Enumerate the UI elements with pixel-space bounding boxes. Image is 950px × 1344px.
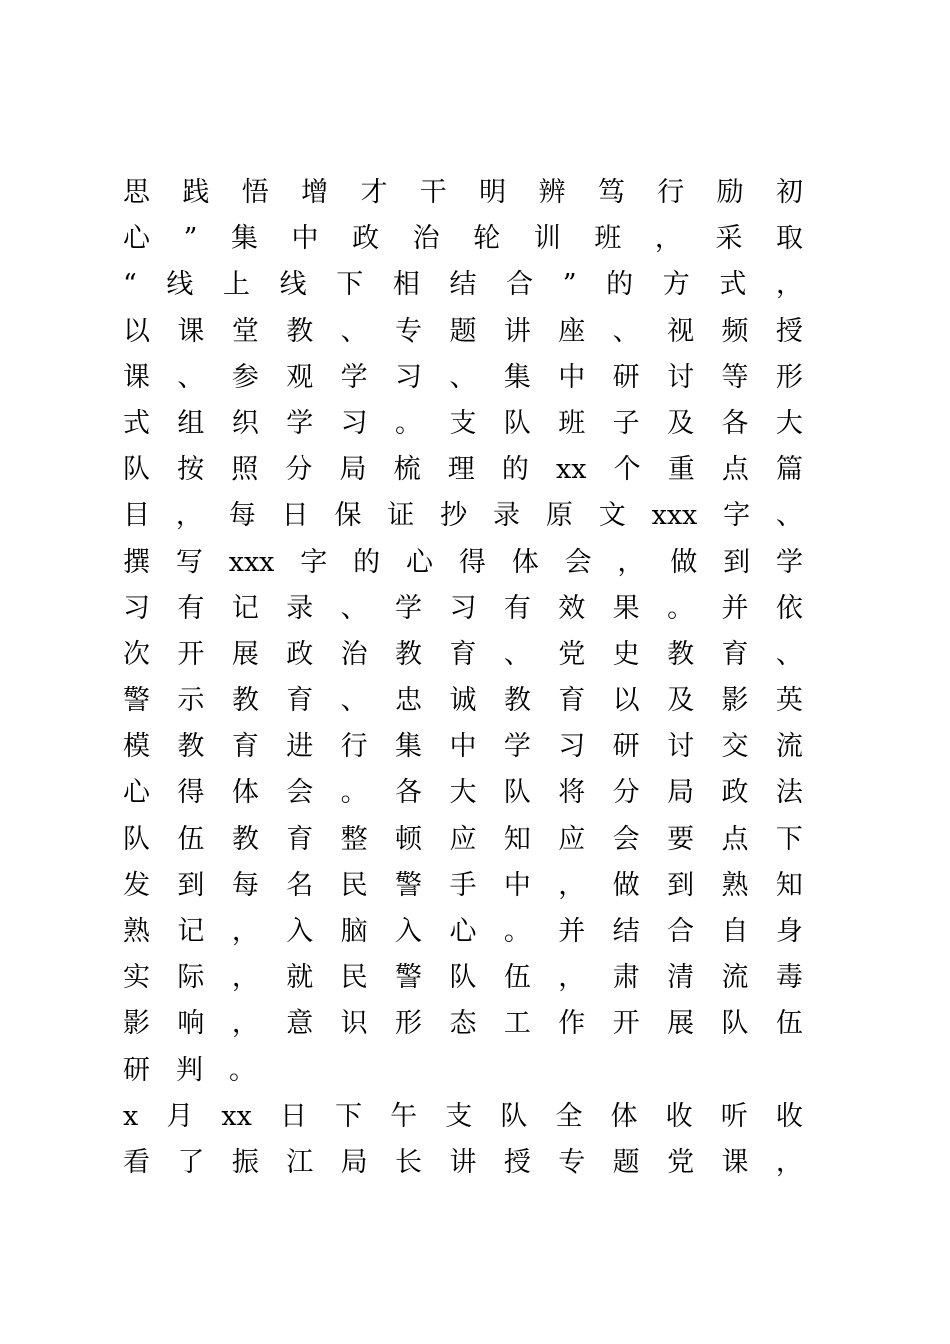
text-glyph: 会 xyxy=(612,823,640,855)
text-glyph: 讨 xyxy=(667,361,695,393)
text-glyph: 字 xyxy=(723,500,751,532)
text-glyph: 入 xyxy=(286,916,314,947)
text-glyph: 频 xyxy=(721,315,749,347)
text-line xyxy=(123,909,803,955)
text-glyph: 开 xyxy=(177,638,205,670)
text-glyph: 并 xyxy=(721,592,749,624)
text-glyph: 伍 xyxy=(177,823,205,855)
text-glyph: 月 xyxy=(166,1100,194,1132)
text-glyph: 集 xyxy=(230,223,258,255)
text-glyph: 证 xyxy=(387,500,415,532)
text-glyph: 、 xyxy=(340,685,368,717)
text-glyph: 应 xyxy=(558,823,586,855)
text-line xyxy=(123,632,803,678)
text-glyph: 目 xyxy=(123,500,150,532)
text-glyph: 上 xyxy=(223,269,251,301)
text-glyph: 入 xyxy=(395,916,423,947)
text-glyph: 警 xyxy=(123,685,150,717)
text-glyph: 收 xyxy=(665,1100,693,1132)
text-line xyxy=(123,216,803,262)
text-glyph: 忠 xyxy=(395,685,423,717)
text-glyph: 流 xyxy=(775,731,803,763)
text-glyph: 堂 xyxy=(231,315,259,347)
text-glyph: 才 xyxy=(360,177,388,208)
text-glyph: 局 xyxy=(339,454,367,486)
text-line xyxy=(123,170,803,216)
text-glyph: 记 xyxy=(177,916,205,947)
text-glyph: 熟 xyxy=(721,869,749,901)
text-glyph: 组 xyxy=(177,407,205,439)
text-glyph: xxx xyxy=(228,546,275,578)
text-glyph: 明 xyxy=(479,177,507,208)
text-glyph: 理 xyxy=(447,454,475,486)
text-glyph: 体 xyxy=(511,546,539,578)
text-glyph: 名 xyxy=(286,869,314,901)
text-glyph: 相 xyxy=(392,269,420,301)
text-glyph: 研 xyxy=(612,731,640,763)
text-glyph: 、 xyxy=(612,315,640,347)
text-line xyxy=(123,355,803,401)
text-glyph: 会 xyxy=(564,546,592,578)
text-glyph: 政 xyxy=(721,777,749,809)
text-glyph: 要 xyxy=(667,823,695,855)
text-glyph: 、 xyxy=(503,638,531,670)
text-glyph: 中 xyxy=(449,731,477,763)
text-glyph: 讲 xyxy=(449,1146,477,1178)
text-glyph: 个 xyxy=(613,454,641,486)
text-glyph: 课 xyxy=(721,1146,749,1178)
text-glyph: 习 xyxy=(558,731,586,763)
text-glyph: 学 xyxy=(286,407,314,439)
text-glyph: 肃 xyxy=(612,962,640,994)
text-glyph: 心 xyxy=(123,223,150,255)
text-line xyxy=(123,863,803,909)
text-glyph: 知 xyxy=(503,823,531,855)
text-glyph: 照 xyxy=(231,454,259,486)
text-glyph: 学 xyxy=(776,546,803,578)
text-glyph: 局 xyxy=(667,777,695,809)
text-line xyxy=(123,955,803,1001)
text-glyph: 及 xyxy=(667,407,695,439)
text-glyph: ” xyxy=(183,223,198,255)
text-glyph: 教 xyxy=(231,823,259,855)
text-glyph: 队 xyxy=(123,454,150,486)
text-glyph: 得 xyxy=(177,777,205,809)
text-glyph: 心 xyxy=(449,916,477,947)
text-line xyxy=(123,1001,803,1047)
text-glyph: 字 xyxy=(300,546,328,578)
text-glyph: 践 xyxy=(182,177,210,208)
text-glyph: 班 xyxy=(594,223,622,255)
text-glyph: 教 xyxy=(503,685,531,717)
text-glyph: 以 xyxy=(612,685,640,717)
text-glyph: 取 xyxy=(776,223,803,255)
text-glyph: 清 xyxy=(667,962,695,994)
text-glyph: ， xyxy=(231,1008,259,1040)
text-glyph: 脑 xyxy=(340,916,368,947)
text-line xyxy=(123,1140,803,1186)
text-glyph: 识 xyxy=(340,1008,368,1040)
text-glyph: 写 xyxy=(175,546,203,578)
text-glyph: 育 xyxy=(721,638,749,670)
text-glyph: 抄 xyxy=(440,500,468,532)
text-glyph: 记 xyxy=(231,592,259,624)
text-glyph: ， xyxy=(231,916,259,947)
text-glyph: 撰 xyxy=(123,546,150,578)
text-glyph: 有 xyxy=(503,592,531,624)
text-glyph: 法 xyxy=(775,777,803,809)
text-glyph: 座 xyxy=(558,315,586,347)
text-glyph: 训 xyxy=(533,223,561,255)
text-glyph: 线 xyxy=(166,269,194,301)
text-glyph: 中 xyxy=(291,223,319,255)
text-glyph: 日 xyxy=(279,1100,307,1132)
text-glyph: 民 xyxy=(340,962,368,994)
text-glyph: 的 xyxy=(501,454,529,486)
text-glyph: 党 xyxy=(558,638,586,670)
text-glyph: 悟 xyxy=(241,177,269,208)
text-glyph: 振 xyxy=(231,1146,259,1178)
text-glyph: xx xyxy=(221,1100,252,1132)
text-glyph: 毒 xyxy=(775,962,803,994)
text-glyph: 的 xyxy=(606,269,634,301)
text-glyph: 织 xyxy=(231,407,259,439)
text-line xyxy=(123,1048,803,1094)
text-glyph: 下 xyxy=(335,1100,363,1132)
text-glyph: 意 xyxy=(286,1008,314,1040)
text-glyph: 支 xyxy=(445,1100,473,1132)
text-glyph: 课 xyxy=(123,361,150,393)
text-glyph: 到 xyxy=(723,546,751,578)
text-glyph: 及 xyxy=(667,685,695,717)
text-glyph: ， xyxy=(558,962,586,994)
text-glyph: 行 xyxy=(657,177,685,208)
text-glyph: 警 xyxy=(395,962,423,994)
text-glyph: 教 xyxy=(231,685,259,717)
text-glyph: 讨 xyxy=(667,731,695,763)
text-glyph: 干 xyxy=(419,177,447,208)
text-glyph: 模 xyxy=(123,731,150,763)
text-glyph: 。 xyxy=(503,916,531,947)
text-glyph: 以 xyxy=(123,315,150,347)
body-text xyxy=(123,170,803,1186)
text-glyph: 熟 xyxy=(123,916,150,947)
text-glyph: 学 xyxy=(503,731,531,763)
text-glyph: 育 xyxy=(286,823,314,855)
text-glyph: 思 xyxy=(123,177,150,208)
text-glyph: 了 xyxy=(177,1146,205,1178)
text-glyph: 下 xyxy=(336,269,364,301)
text-glyph: 每 xyxy=(231,869,259,901)
text-line xyxy=(123,493,803,539)
text-glyph: 果 xyxy=(612,592,640,624)
text-glyph: 工 xyxy=(503,1008,531,1040)
text-line xyxy=(123,401,803,447)
text-glyph: 手 xyxy=(449,869,477,901)
text-glyph: 合 xyxy=(667,916,695,947)
text-line xyxy=(123,770,803,816)
text-glyph: 有 xyxy=(177,592,205,624)
text-glyph: 每 xyxy=(228,500,256,532)
text-glyph: ， xyxy=(775,1146,803,1178)
text-glyph: 行 xyxy=(340,731,368,763)
text-glyph: 梳 xyxy=(393,454,421,486)
text-glyph: 题 xyxy=(449,315,477,347)
text-line xyxy=(123,724,803,770)
text-glyph: 次 xyxy=(123,638,150,670)
text-glyph: 、 xyxy=(449,361,477,393)
text-glyph: 史 xyxy=(612,638,640,670)
text-glyph: 题 xyxy=(612,1146,640,1178)
text-glyph: x xyxy=(123,1100,139,1132)
text-glyph: 专 xyxy=(395,315,423,347)
text-glyph: 并 xyxy=(558,916,586,947)
text-glyph: 等 xyxy=(721,361,749,393)
text-glyph: 。 xyxy=(395,407,423,439)
text-glyph: 学 xyxy=(395,592,423,624)
text-glyph: 点 xyxy=(721,454,749,486)
text-glyph: 自 xyxy=(721,916,749,947)
text-glyph: 习 xyxy=(449,592,477,624)
text-glyph: 研 xyxy=(123,1054,150,1086)
text-glyph: 知 xyxy=(775,869,803,901)
text-glyph: 各 xyxy=(395,777,423,809)
text-glyph: 局 xyxy=(340,1146,368,1178)
text-glyph: 形 xyxy=(395,1008,423,1040)
text-glyph: 应 xyxy=(449,823,477,855)
text-glyph: 专 xyxy=(558,1146,586,1178)
text-glyph: 教 xyxy=(286,315,314,347)
text-glyph: 进 xyxy=(286,731,314,763)
text-glyph: 励 xyxy=(716,177,744,208)
text-glyph: 体 xyxy=(231,777,259,809)
text-glyph: 心 xyxy=(123,777,150,809)
text-glyph: 形 xyxy=(775,361,803,393)
text-glyph: 诚 xyxy=(449,685,477,717)
text-glyph: 流 xyxy=(721,962,749,994)
text-glyph: 响 xyxy=(177,1008,205,1040)
text-glyph: 顿 xyxy=(395,823,423,855)
text-glyph: 原 xyxy=(545,500,573,532)
text-glyph: 心 xyxy=(405,546,433,578)
text-glyph: 依 xyxy=(775,592,803,624)
text-glyph: 队 xyxy=(503,777,531,809)
text-glyph: ， xyxy=(654,223,682,255)
text-glyph: 队 xyxy=(449,962,477,994)
text-glyph: 警 xyxy=(395,869,423,901)
text-glyph: 午 xyxy=(390,1100,418,1132)
text-glyph: 各 xyxy=(721,407,749,439)
text-glyph: 保 xyxy=(334,500,362,532)
text-glyph: xxx xyxy=(651,500,698,532)
text-glyph: 子 xyxy=(612,407,640,439)
text-line xyxy=(123,1094,803,1140)
text-glyph: 研 xyxy=(612,361,640,393)
text-glyph: 江 xyxy=(286,1146,314,1178)
text-glyph: 影 xyxy=(123,1008,150,1040)
text-glyph: 英 xyxy=(775,685,803,717)
text-glyph: 体 xyxy=(610,1100,638,1132)
text-glyph: 学 xyxy=(340,361,368,393)
text-glyph: 实 xyxy=(123,962,150,994)
text-glyph: 收 xyxy=(775,1100,803,1132)
text-glyph: 方 xyxy=(662,269,690,301)
text-glyph: 分 xyxy=(285,454,313,486)
text-glyph: 的 xyxy=(353,546,381,578)
text-glyph: 、 xyxy=(776,500,803,532)
text-glyph: 育 xyxy=(449,638,477,670)
text-glyph: 结 xyxy=(612,916,640,947)
text-glyph: 民 xyxy=(340,869,368,901)
text-glyph: 交 xyxy=(721,731,749,763)
text-glyph: ， xyxy=(175,500,203,532)
text-glyph: 篇 xyxy=(775,454,803,486)
text-glyph: 中 xyxy=(503,869,531,901)
text-line xyxy=(123,586,803,632)
text-line xyxy=(123,262,803,308)
text-glyph: 伍 xyxy=(775,1008,803,1040)
text-glyph: 日 xyxy=(281,500,309,532)
text-glyph: 就 xyxy=(286,962,314,994)
text-line xyxy=(123,447,803,493)
text-glyph: 支 xyxy=(449,407,477,439)
text-glyph: 育 xyxy=(286,685,314,717)
text-glyph: 作 xyxy=(558,1008,586,1040)
text-glyph: 笃 xyxy=(597,177,625,208)
text-glyph: 习 xyxy=(123,592,150,624)
text-glyph: 式 xyxy=(123,407,150,439)
text-glyph: 重 xyxy=(667,454,695,486)
text-glyph: 效 xyxy=(558,592,586,624)
text-glyph: 队 xyxy=(721,1008,749,1040)
text-glyph: 做 xyxy=(612,869,640,901)
text-glyph: 辨 xyxy=(538,177,566,208)
text-glyph: 将 xyxy=(558,777,586,809)
text-glyph: 、 xyxy=(177,361,205,393)
text-glyph: 讲 xyxy=(503,315,531,347)
text-glyph: ， xyxy=(231,962,259,994)
text-glyph: 观 xyxy=(286,361,314,393)
text-glyph: 。 xyxy=(340,777,368,809)
text-glyph: 初 xyxy=(775,177,803,208)
text-glyph: 轮 xyxy=(473,223,501,255)
text-glyph: 、 xyxy=(340,592,368,624)
text-glyph: 会 xyxy=(286,777,314,809)
text-glyph: 党 xyxy=(667,1146,695,1178)
text-glyph: ” xyxy=(562,269,577,301)
text-glyph: 大 xyxy=(449,777,477,809)
text-glyph: 采 xyxy=(715,223,743,255)
text-glyph: 看 xyxy=(123,1146,150,1178)
text-glyph: 队 xyxy=(500,1100,528,1132)
text-glyph: 做 xyxy=(670,546,698,578)
text-glyph: 态 xyxy=(449,1008,477,1040)
text-glyph: 听 xyxy=(720,1100,748,1132)
text-glyph: 习 xyxy=(340,407,368,439)
text-glyph: “ xyxy=(123,269,137,301)
text-glyph: 课 xyxy=(177,315,205,347)
text-glyph: 班 xyxy=(558,407,586,439)
text-glyph: 合 xyxy=(506,269,534,301)
text-glyph: 政 xyxy=(352,223,380,255)
text-glyph: 文 xyxy=(598,500,626,532)
text-glyph: 下 xyxy=(775,823,803,855)
text-glyph: 集 xyxy=(395,731,423,763)
text-glyph: 教 xyxy=(177,731,205,763)
text-glyph: 整 xyxy=(340,823,368,855)
text-glyph: 、 xyxy=(340,315,368,347)
text-glyph: xx xyxy=(556,454,587,486)
text-glyph: 结 xyxy=(449,269,477,301)
text-glyph: 育 xyxy=(558,685,586,717)
text-line xyxy=(123,309,803,355)
text-glyph: 际 xyxy=(177,962,205,994)
text-glyph: ， xyxy=(558,869,586,901)
text-glyph: 。 xyxy=(667,592,695,624)
text-glyph: 录 xyxy=(493,500,521,532)
text-glyph: 教 xyxy=(667,638,695,670)
text-glyph: 录 xyxy=(286,592,314,624)
text-glyph: 全 xyxy=(555,1100,583,1132)
text-line xyxy=(123,678,803,724)
text-glyph: 判 xyxy=(176,1054,203,1086)
text-glyph: 参 xyxy=(231,361,259,393)
text-glyph: 视 xyxy=(667,315,695,347)
text-glyph: 开 xyxy=(612,1008,640,1040)
text-glyph: 教 xyxy=(395,638,423,670)
text-glyph: 身 xyxy=(775,916,803,947)
text-glyph: 发 xyxy=(123,869,150,901)
text-glyph: 治 xyxy=(340,638,368,670)
text-glyph: 按 xyxy=(177,454,205,486)
text-glyph: 伍 xyxy=(503,962,531,994)
text-glyph: 到 xyxy=(667,869,695,901)
text-glyph: 治 xyxy=(412,223,440,255)
text-glyph: 式 xyxy=(719,269,747,301)
text-glyph: 大 xyxy=(775,407,803,439)
text-glyph: 展 xyxy=(231,638,259,670)
text-glyph: 授 xyxy=(503,1146,531,1178)
text-glyph: 集 xyxy=(503,361,531,393)
text-glyph: ， xyxy=(617,546,645,578)
text-glyph: 到 xyxy=(177,869,205,901)
text-glyph: ， xyxy=(775,269,803,301)
text-glyph: 线 xyxy=(279,269,307,301)
text-glyph: 影 xyxy=(721,685,749,717)
text-line xyxy=(123,540,803,586)
text-glyph: 授 xyxy=(775,315,803,347)
text-glyph: 中 xyxy=(558,361,586,393)
text-glyph: 点 xyxy=(721,823,749,855)
text-glyph: 、 xyxy=(775,638,803,670)
text-glyph: 得 xyxy=(458,546,486,578)
text-glyph: 增 xyxy=(301,177,329,208)
text-glyph: 队 xyxy=(503,407,531,439)
text-glyph: 示 xyxy=(177,685,205,717)
text-glyph: 习 xyxy=(395,361,423,393)
text-glyph: 政 xyxy=(286,638,314,670)
text-glyph: 育 xyxy=(231,731,259,763)
text-glyph: 。 xyxy=(229,1054,256,1086)
text-glyph: 队 xyxy=(123,823,150,855)
text-glyph: 长 xyxy=(395,1146,423,1178)
text-glyph: 展 xyxy=(667,1008,695,1040)
text-glyph: 分 xyxy=(612,777,640,809)
text-line xyxy=(123,817,803,863)
